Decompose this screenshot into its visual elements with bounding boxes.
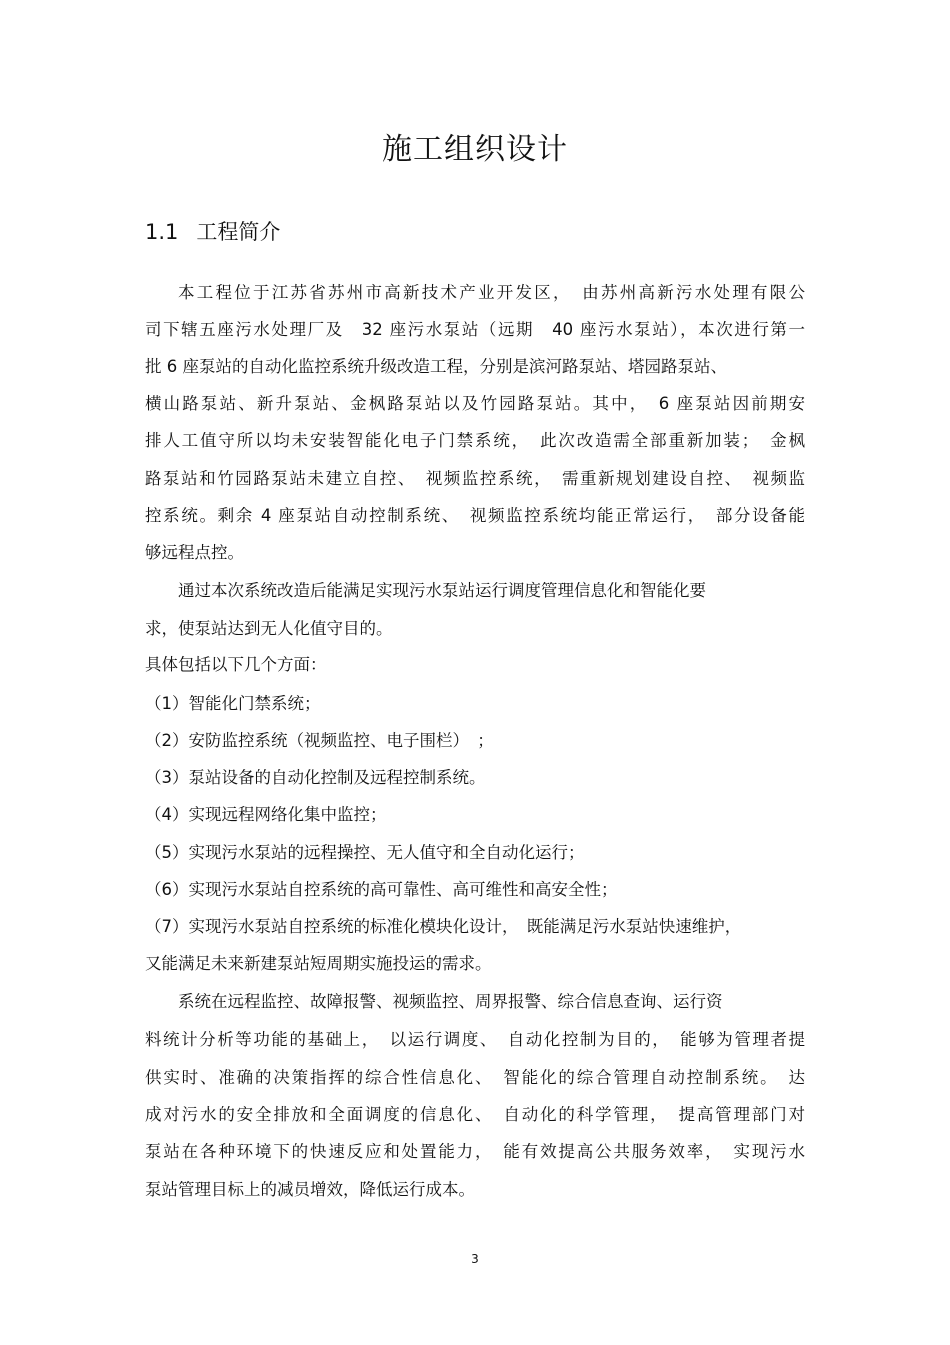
paragraph-line: 批 6 座泵站的自动化监控系统升级改造工程，分别是滨河路泵站、塔园路泵站、 xyxy=(145,357,727,376)
paragraph-line: 通过本次系统改造后能满足实现污水泵站运行调度管理信息化和智能化要 xyxy=(178,581,706,600)
paragraph-line: 求，使泵站达到无人化值守目的。 xyxy=(145,619,393,638)
list-item: （1）智能化门禁系统； xyxy=(145,694,321,713)
paragraph-line: 系统在远程监控、故障报警、视频监控、周界报警、综合信息查询、运行资 xyxy=(178,992,723,1011)
paragraph-line: 料统计分析等功能的基础上， 以运行调度、 自动化控制为目的， 能够为管理者提 xyxy=(145,1030,805,1049)
paragraph-line: 路泵站和竹园路泵站未建立自控、 视频监控系统， 需重新规划建设自控、 视频监 xyxy=(145,469,805,488)
section-title: 工程简介 xyxy=(196,220,281,244)
list-item: 又能满足未来新建泵站短周期实施投运的需求。 xyxy=(145,954,492,973)
list-item: （2）安防监控系统（视频监控、电子围栏） ； xyxy=(145,731,494,750)
list-item: （6）实现污水泵站自控系统的高可靠性、高可维性和高安全性； xyxy=(145,880,618,899)
section-heading xyxy=(145,217,280,247)
section-number: 1.1 xyxy=(145,220,179,244)
paragraph-line: 排人工值守所以均未安装智能化电子门禁系统， 此次改造需全部重新加装； 金枫 xyxy=(145,431,805,450)
paragraph-line: 司下辖五座污水处理厂及 32 座污水泵站（远期 40 座污水泵站），本次进行第一 xyxy=(145,320,805,339)
list-item: （4）实现远程网络化集中监控； xyxy=(145,805,387,824)
paragraph-line: 泵站管理目标上的减员增效，降低运行成本。 xyxy=(145,1180,475,1199)
list-item: （3）泵站设备的自动化控制及远程控制系统。 xyxy=(145,768,486,787)
list-item: （5）实现污水泵站的远程操控、无人值守和全自动化运行； xyxy=(145,843,585,862)
paragraph-line: 泵站在各种环境下的快速反应和处置能力， 能有效提高公共服务效率， 实现污水 xyxy=(145,1142,805,1161)
paragraph-line: 控系统。剩余 4 座泵站自动控制系统、 视频监控系统均能正常运行， 部分设备能 xyxy=(145,506,805,525)
document-title: 施工组织设计 xyxy=(382,132,568,167)
list-item: （7）实现污水泵站自控系统的标准化模块化设计， 既能满足污水泵站快速维护， xyxy=(145,917,742,936)
paragraph-line: 横山路泵站、新升泵站、金枫路泵站以及竹园路泵站。其中， 6 座泵站因前期安 xyxy=(145,394,805,413)
paragraph-line: 本工程位于江苏省苏州市高新技术产业开发区， 由苏州高新污水处理有限公 xyxy=(178,283,805,302)
paragraph-line: 成对污水的安全排放和全面调度的信息化、 自动化的科学管理， 提高管理部门对 xyxy=(145,1105,805,1124)
page-number: 3 xyxy=(471,1252,479,1266)
paragraph-line: 具体包括以下几个方面： xyxy=(145,655,327,674)
paragraph-line: 够远程点控。 xyxy=(145,543,244,562)
paragraph-line: 供实时、准确的决策指挥的综合性信息化、 智能化的综合管理自动控制系统。 达 xyxy=(145,1068,805,1087)
